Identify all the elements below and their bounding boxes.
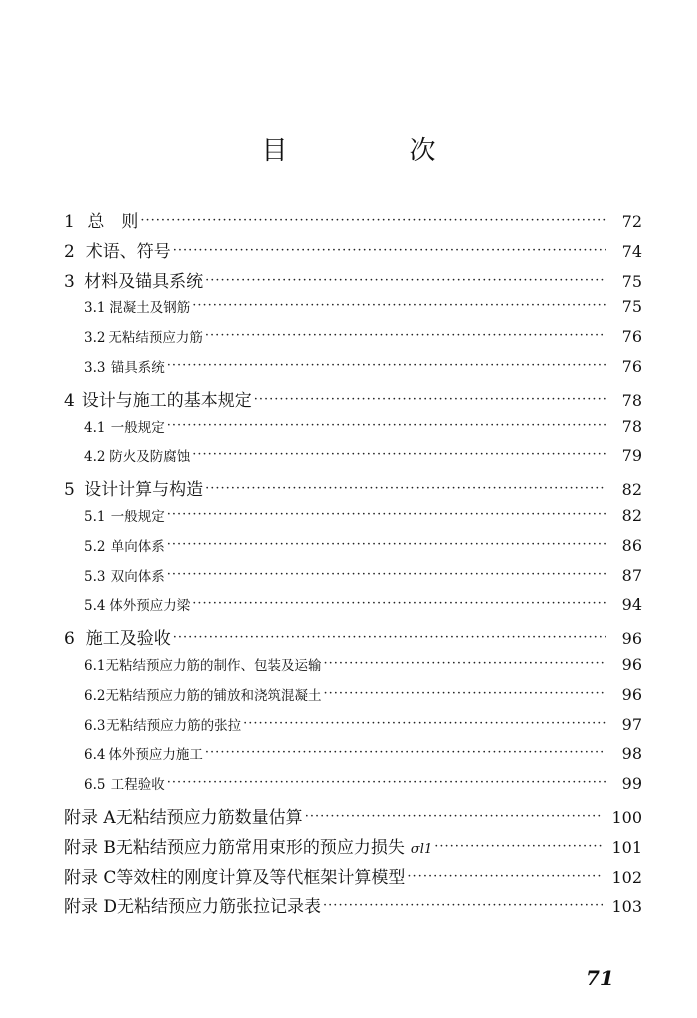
toc-entry-number: 6.2	[84, 687, 106, 704]
toc-entry	[64, 863, 642, 893]
toc-entry-number: 3	[64, 271, 75, 292]
dot-leader	[254, 392, 606, 407]
toc-entry-title: 体外预应力梁	[109, 598, 191, 615]
dot-leader	[305, 809, 604, 824]
dot-leader	[323, 656, 606, 671]
toc-entry	[64, 296, 642, 326]
toc-entry-number: 5.4	[84, 598, 106, 615]
toc-entry-number: 3.1	[84, 300, 106, 317]
page-title: 目 次	[261, 136, 484, 166]
toc-entry-page: 102	[611, 867, 642, 887]
toc-entry	[64, 684, 642, 714]
toc-entry	[64, 565, 642, 595]
dot-leader	[243, 716, 606, 731]
dot-leader	[167, 537, 606, 552]
toc-entry-number: 6	[64, 629, 75, 650]
toc-entry-page: 98	[621, 744, 642, 764]
dot-leader	[167, 418, 606, 433]
toc-entry-title: 工程验收	[110, 777, 165, 794]
toc-entry-title: 术语、符号	[85, 241, 171, 262]
toc-entry-number: 4	[64, 390, 75, 411]
toc-entry-page: 96	[621, 629, 642, 649]
toc-entry-page: 82	[621, 505, 642, 525]
toc-entry-number: 3.3	[84, 359, 106, 376]
toc-entry-number: 4.2	[84, 449, 106, 466]
toc-entry	[64, 475, 642, 505]
dot-leader	[192, 596, 606, 611]
toc-entry-page: 97	[621, 714, 642, 734]
toc-entry	[64, 445, 642, 475]
toc-entry-number: 3.2	[84, 330, 106, 347]
dot-leader	[407, 869, 603, 884]
toc-entry	[64, 207, 642, 237]
toc-entry-page: 74	[621, 241, 642, 261]
toc-entry-title: 双向体系	[110, 568, 165, 585]
dot-leader	[192, 298, 606, 313]
toc-entry	[64, 535, 642, 565]
toc-entry-page: 72	[621, 212, 642, 231]
toc-entry-title: 防火及防腐蚀	[109, 449, 191, 466]
toc-entry	[64, 356, 642, 386]
toc-entry-title: 一般规定	[110, 419, 165, 436]
toc-entry-page: 94	[621, 595, 642, 615]
toc-entry-number: 附录 D	[64, 897, 118, 918]
toc-entry-page: 78	[621, 390, 642, 410]
toc-entry-title: 设计与施工的基本规定	[81, 390, 252, 411]
toc-entry	[64, 654, 642, 684]
toc-entry-page: 100	[611, 807, 642, 827]
toc-entry-title: 无粘结预应力筋的制作、包装及运输	[105, 657, 322, 674]
toc-entry-page: 76	[621, 327, 642, 347]
dot-leader	[205, 273, 606, 288]
toc-entry-page: 103	[611, 897, 642, 917]
toc-entry-number: 5.2	[84, 538, 106, 555]
toc-entry-page: 101	[611, 837, 642, 857]
toc-entry-page: 86	[621, 535, 642, 555]
toc-entry	[64, 803, 642, 833]
toc-entry	[64, 743, 642, 773]
toc-entry-page: 75	[621, 297, 642, 317]
toc-entry-title: 无粘结预应力筋的张拉	[106, 717, 242, 734]
dot-leader	[323, 898, 603, 913]
toc-entry	[64, 237, 642, 267]
toc-entry	[64, 833, 642, 863]
toc-entry-page: 82	[621, 480, 642, 500]
toc-entry-page: 87	[621, 565, 642, 585]
toc-entry-number: 附录 B	[64, 837, 116, 858]
toc-entry-page: 96	[621, 654, 642, 674]
toc-entry-symbol: σl1	[410, 841, 433, 857]
toc-entry	[64, 624, 642, 654]
dot-leader	[173, 243, 606, 258]
toc-entry	[64, 416, 642, 446]
toc-entry-title: 等效柱的刚度计算及等代框架计算模型	[116, 867, 406, 888]
toc-entry	[64, 267, 642, 297]
toc-entry-number: 4.1	[84, 419, 106, 436]
toc-entry	[64, 594, 642, 624]
toc-entry-title: 总 则	[87, 212, 139, 232]
toc-entry-title: 无粘结预应力筋数量估算	[115, 807, 303, 828]
toc-entry	[64, 892, 642, 922]
toc-entry-title: 一般规定	[110, 508, 165, 525]
toc-entry	[64, 773, 642, 803]
page-number: 71	[586, 966, 614, 990]
dot-leader	[205, 328, 606, 343]
toc-entry-number: 5.3	[84, 568, 106, 585]
toc-entry-title: 锚具系统	[110, 359, 165, 376]
dot-leader	[167, 358, 606, 373]
toc-entry-number: 5	[64, 480, 75, 501]
toc-entry	[64, 714, 642, 744]
toc-entry-number: 附录 A	[64, 807, 116, 828]
dot-leader	[205, 745, 606, 760]
dot-leader	[192, 447, 606, 462]
toc-entry-title: 无粘结预应力筋常用束形的预应力损失	[115, 837, 405, 858]
toc-entry-number: 6.5	[84, 777, 106, 794]
dot-leader	[205, 481, 606, 496]
toc-entry	[64, 326, 642, 356]
toc-entry	[64, 505, 642, 535]
toc-entry-number: 6.3	[84, 717, 106, 734]
toc-entry-page: 99	[621, 774, 642, 794]
dot-leader	[173, 630, 606, 645]
toc-entry-number: 6.4	[84, 747, 106, 764]
toc-entry-title: 材料及锚具系统	[84, 271, 204, 292]
toc-entry-number: 5.1	[84, 508, 106, 525]
toc-entry-title: 设计计算与构造	[84, 480, 204, 501]
dot-leader	[434, 839, 603, 854]
toc-entry-page: 79	[621, 446, 642, 466]
toc-entry-title: 混凝土及钢筋	[109, 300, 191, 317]
dot-leader	[167, 775, 606, 790]
dot-leader	[167, 507, 606, 522]
dot-leader	[140, 213, 606, 228]
dot-leader	[323, 686, 606, 701]
toc-entry-title: 单向体系	[110, 538, 165, 555]
table-of-contents	[64, 207, 642, 922]
toc-entry-page: 96	[621, 684, 642, 704]
toc-entry-number: 1	[64, 212, 75, 232]
toc-entry-title: 无粘结预应力筋的铺放和浇筑混凝土	[105, 687, 322, 704]
toc-entry-number: 附录 C	[64, 867, 117, 888]
toc-entry-title: 施工及验收	[85, 629, 171, 650]
toc-entry-number: 6.1	[84, 657, 106, 674]
toc-entry-title: 无粘结预应力筋张拉记录表	[117, 897, 322, 918]
toc-entry-number: 2	[64, 241, 75, 262]
toc-entry-page: 76	[621, 356, 642, 376]
toc-entry-title: 无粘结预应力筋	[108, 330, 203, 347]
toc-entry-title: 体外预应力施工	[108, 747, 203, 764]
toc-entry-page: 75	[621, 271, 642, 291]
dot-leader	[167, 567, 606, 582]
toc-entry	[64, 386, 642, 416]
toc-entry-page: 78	[621, 416, 642, 436]
